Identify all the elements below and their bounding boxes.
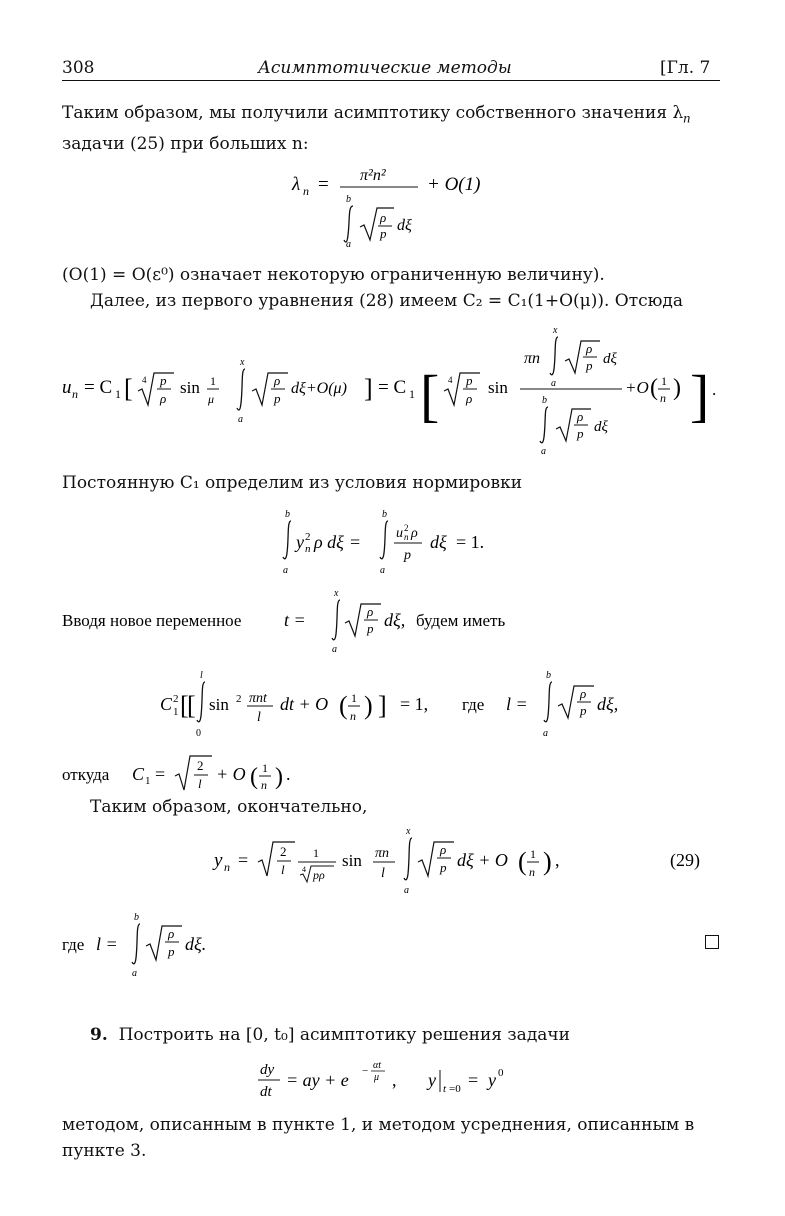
svg-text:sin: sin xyxy=(488,378,508,397)
svg-text:b: b xyxy=(134,912,139,923)
svg-text:t =: t = xyxy=(284,610,306,630)
paragraph-7: Таким образом, окончательно, xyxy=(90,797,368,817)
svg-text:x: x xyxy=(553,325,558,336)
svg-text:0: 0 xyxy=(196,728,201,739)
svg-text:=0: =0 xyxy=(449,1083,461,1095)
svg-text:ρ: ρ xyxy=(367,604,374,619)
svg-text:μ: μ xyxy=(374,1072,380,1083)
svg-text:n: n xyxy=(350,709,356,723)
svg-text:ρ: ρ xyxy=(411,526,418,541)
svg-text:): ) xyxy=(673,375,681,401)
svg-text:4: 4 xyxy=(302,865,306,874)
svg-text:1: 1 xyxy=(210,374,216,388)
svg-text:2: 2 xyxy=(197,758,204,773)
svg-text:будем иметь: будем иметь xyxy=(416,611,506,630)
svg-text:n: n xyxy=(305,543,311,555)
svg-text:dξ,: dξ, xyxy=(384,610,406,630)
svg-text:l =: l = xyxy=(506,694,528,714)
svg-text:a: a xyxy=(404,885,409,896)
svg-text:2: 2 xyxy=(173,693,179,705)
svg-text:p: p xyxy=(380,226,387,241)
c1-normalization-equation xyxy=(0,668,785,744)
svg-text:= C: = C xyxy=(84,377,113,398)
svg-text:x: x xyxy=(334,588,339,599)
svg-text:a: a xyxy=(346,239,351,250)
svg-text:): ) xyxy=(275,764,283,790)
svg-text:a: a xyxy=(283,565,288,576)
svg-text:2: 2 xyxy=(236,693,242,705)
svg-text:a: a xyxy=(380,565,385,576)
svg-text:ρ: ρ xyxy=(577,409,584,424)
svg-text:= 1.: = 1. xyxy=(456,532,485,552)
svg-text:+ O(1): + O(1) xyxy=(427,174,481,195)
svg-text:где: где xyxy=(462,695,485,714)
svg-text:1: 1 xyxy=(145,775,151,787)
svg-text:1: 1 xyxy=(351,691,357,705)
svg-text:sin: sin xyxy=(209,695,229,714)
svg-text:]: ] xyxy=(690,363,710,428)
svg-text:): ) xyxy=(543,847,552,876)
svg-text:[: [ xyxy=(180,691,189,720)
task-9-heading: 9. Построить на [0, t₀] асимптотику решения задачи xyxy=(90,1025,570,1045)
svg-text:x: x xyxy=(406,826,411,837)
svg-text:b: b xyxy=(285,509,290,520)
svg-text:n: n xyxy=(224,860,230,874)
svg-text:πn: πn xyxy=(524,350,541,367)
svg-text:dξ: dξ xyxy=(603,351,617,367)
paragraph-4: Постоянную C₁ определим из условия нормировки xyxy=(62,473,523,493)
svg-text:u: u xyxy=(396,526,403,541)
svg-text:где: где xyxy=(62,935,85,954)
normalization-equation xyxy=(0,505,785,580)
svg-text:αt: αt xyxy=(373,1060,382,1071)
end-of-proof-square xyxy=(705,935,719,949)
lambda-equation xyxy=(0,160,785,255)
svg-text:a: a xyxy=(543,728,548,739)
svg-text:1: 1 xyxy=(661,374,667,388)
svg-text:[: [ xyxy=(187,691,196,720)
svg-text:p: p xyxy=(586,358,593,373)
svg-text:a: a xyxy=(541,446,546,457)
svg-text:ρ: ρ xyxy=(380,210,387,225)
svg-text:b: b xyxy=(542,395,547,406)
svg-text:x: x xyxy=(240,357,245,368)
svg-text:(: ( xyxy=(518,847,527,876)
svg-text:dξ + O: dξ + O xyxy=(457,850,508,870)
svg-text:dξ: dξ xyxy=(594,419,608,435)
svg-text:y: y xyxy=(296,532,304,552)
svg-text:2: 2 xyxy=(305,531,311,543)
svg-text:1: 1 xyxy=(115,387,121,401)
svg-text:[: [ xyxy=(124,374,133,403)
svg-text:dy: dy xyxy=(260,1062,275,1078)
svg-text:1: 1 xyxy=(173,706,179,718)
svg-text:+O: +O xyxy=(625,378,649,397)
running-title: Асимптотические методы xyxy=(258,58,512,78)
svg-text:p: p xyxy=(160,373,167,388)
svg-text:= C: = C xyxy=(378,377,407,398)
svg-text:p: p xyxy=(404,548,411,563)
svg-text:0: 0 xyxy=(498,1067,504,1079)
svg-text:a: a xyxy=(332,644,337,655)
page-number: 308 xyxy=(62,58,95,78)
svg-text:πnt: πnt xyxy=(249,691,267,706)
svg-text:l: l xyxy=(198,776,202,791)
svg-text:l: l xyxy=(257,710,261,725)
svg-text:=: = xyxy=(318,174,329,195)
svg-text:ρ: ρ xyxy=(160,391,167,406)
svg-text:dξ+O(μ): dξ+O(μ) xyxy=(291,380,347,397)
svg-text:p: p xyxy=(168,944,175,959)
svg-text:sin: sin xyxy=(180,378,200,397)
svg-text:откуда: откуда xyxy=(62,765,110,784)
svg-text:l =: l = xyxy=(96,934,118,954)
svg-text:1: 1 xyxy=(409,387,415,401)
svg-text:): ) xyxy=(364,691,373,720)
svg-text:p: p xyxy=(274,391,281,406)
chapter-label: [Гл. 7 xyxy=(660,58,711,78)
svg-text:4: 4 xyxy=(448,375,453,385)
svg-text:ρ: ρ xyxy=(580,686,587,701)
svg-text:n: n xyxy=(404,532,409,542)
svg-text:n: n xyxy=(261,778,267,792)
svg-text:dξ: dξ xyxy=(430,532,447,552)
svg-text:C: C xyxy=(160,694,173,714)
svg-text:l: l xyxy=(200,670,203,681)
svg-text:a: a xyxy=(132,968,137,979)
svg-text:.: . xyxy=(286,764,291,784)
svg-text:1: 1 xyxy=(313,846,319,860)
t-definition-line xyxy=(0,588,785,660)
svg-text:= 1,: = 1, xyxy=(400,694,429,714)
svg-text:1: 1 xyxy=(262,761,268,775)
svg-text:(29): (29) xyxy=(670,850,700,870)
l-definition-line xyxy=(0,910,785,982)
header-rule xyxy=(62,80,720,81)
svg-text:t: t xyxy=(443,1083,447,1095)
svg-text:n: n xyxy=(660,391,666,405)
svg-text:=: = xyxy=(155,764,166,784)
svg-text:pρ: pρ xyxy=(313,868,325,882)
svg-text:C: C xyxy=(132,764,145,784)
svg-text:dξ: dξ xyxy=(397,217,412,234)
svg-text:2: 2 xyxy=(280,844,287,859)
svg-text:ρ dξ: ρ dξ xyxy=(314,532,344,552)
svg-text:a: a xyxy=(551,378,556,389)
svg-text:p: p xyxy=(580,703,587,718)
paragraph-2: (O(1) = O(ε⁰) означает некоторую ограниченную величину). xyxy=(62,265,605,285)
svg-text:λ: λ xyxy=(292,174,301,195)
svg-text:4: 4 xyxy=(142,375,147,385)
svg-text:(: ( xyxy=(250,764,258,790)
svg-text:=: = xyxy=(350,532,361,552)
svg-text:,: , xyxy=(555,850,560,870)
svg-text:−: − xyxy=(362,1065,369,1077)
svg-text:ρ: ρ xyxy=(586,341,593,356)
svg-text:]: ] xyxy=(364,374,373,403)
svg-text:n: n xyxy=(303,184,309,198)
svg-text:a: a xyxy=(238,414,243,425)
svg-text:ρ: ρ xyxy=(168,926,175,941)
svg-text:=: = xyxy=(238,850,249,870)
svg-text:dt: dt xyxy=(260,1084,272,1100)
svg-text:p: p xyxy=(577,426,584,441)
svg-text:1: 1 xyxy=(530,847,536,861)
task-9-equation xyxy=(0,1052,785,1104)
svg-text:b: b xyxy=(346,194,351,205)
svg-text:2: 2 xyxy=(404,523,409,533)
svg-text:dt + O: dt + O xyxy=(280,694,329,714)
svg-text:l: l xyxy=(281,862,285,877)
svg-text:p: p xyxy=(367,621,374,636)
svg-text:p: p xyxy=(466,373,473,388)
svg-text:ρ: ρ xyxy=(466,391,473,406)
svg-text:n: n xyxy=(529,865,535,879)
svg-text:,: , xyxy=(392,1070,397,1090)
svg-text:ρ: ρ xyxy=(274,373,281,388)
svg-text:dξ.: dξ. xyxy=(185,934,207,954)
paragraph-1: Таким образом, мы получили асимптотику собственного значения $\lambda_n$ задачи (25) при больших n: xyxy=(62,103,691,155)
svg-text:π²n²: π²n² xyxy=(360,167,386,184)
task-9-text: методом, описанным в пункте 1, и методом усреднения, описанным в пункте 3. xyxy=(62,1115,695,1161)
svg-text:sin: sin xyxy=(342,851,362,870)
svg-text:(: ( xyxy=(650,375,658,401)
svg-text:n: n xyxy=(72,387,78,401)
svg-text:= ay + e: = ay + e xyxy=(286,1070,349,1090)
svg-text:b: b xyxy=(382,509,387,520)
svg-text:+ O: + O xyxy=(216,764,246,784)
svg-text:y: y xyxy=(428,1070,436,1090)
svg-text:y: y xyxy=(214,850,223,871)
svg-text:l: l xyxy=(381,866,385,881)
svg-text:[: [ xyxy=(420,363,440,428)
svg-text:Вводя новое переменное: Вводя новое переменное xyxy=(62,611,242,630)
svg-text:p: p xyxy=(440,860,447,875)
un-equation xyxy=(0,325,785,460)
svg-text:πn: πn xyxy=(375,846,390,861)
svg-text:=: = xyxy=(468,1070,479,1090)
paragraph-3: Далее, из первого уравнения (28) имеем C₂ = C₁(1+O(μ)). Отсюда xyxy=(90,291,684,311)
svg-text:ρ: ρ xyxy=(440,842,447,857)
svg-text:y: y xyxy=(488,1070,496,1090)
svg-text:(: ( xyxy=(339,691,348,720)
c1-result-line xyxy=(0,750,785,796)
svg-text:dξ,: dξ, xyxy=(597,694,619,714)
svg-text:μ: μ xyxy=(208,392,215,406)
equation-29 xyxy=(0,826,785,900)
svg-text:.: . xyxy=(712,380,717,399)
svg-text:b: b xyxy=(546,670,551,681)
svg-text:u: u xyxy=(62,377,72,398)
svg-text:]: ] xyxy=(378,691,387,720)
